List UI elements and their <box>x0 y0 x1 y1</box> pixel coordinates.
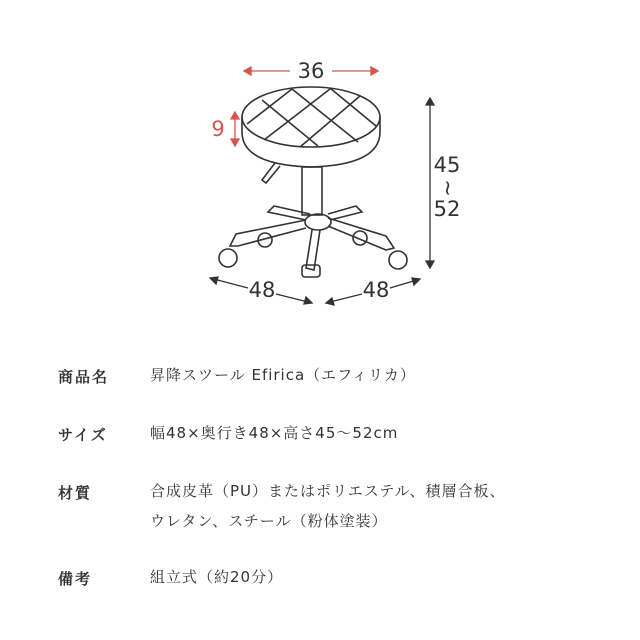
height-tilde: ~ <box>436 179 460 197</box>
gas-lever <box>262 163 280 183</box>
spec-value <box>150 476 505 536</box>
base-leg <box>328 206 362 220</box>
spec-value <box>150 418 398 448</box>
seat-thickness-label: 9 <box>211 117 225 141</box>
base-leg <box>306 230 320 270</box>
spec-value-line: 組立式（約20分） <box>150 568 284 586</box>
height-min-label: 45 <box>433 153 461 177</box>
spec-value <box>150 562 283 592</box>
spec-value <box>150 360 416 390</box>
seat-side <box>242 117 380 167</box>
spec-label: サイズ <box>58 426 108 444</box>
base-left-label: 48 <box>248 278 276 302</box>
spec-value-line: ウレタン、スチール（粉体塗装） <box>150 512 388 530</box>
height-max-label: 52 <box>433 197 461 221</box>
base-right-label: 48 <box>362 278 390 302</box>
base-hub <box>305 214 331 230</box>
width-label: 36 <box>297 59 325 83</box>
spec-label: 商品名 <box>58 368 110 386</box>
gas-cylinder <box>302 167 322 215</box>
seat-quilting <box>247 88 376 147</box>
spec-value-line: 昇降スツール Efirica（エフィリカ） <box>150 366 416 384</box>
spec-label: 材質 <box>58 484 93 502</box>
caster <box>302 265 320 277</box>
spec-label: 備考 <box>58 570 93 588</box>
spec-value-line: 合成皮革（PU）またはポリエステル、積層合板、 <box>150 482 506 500</box>
spec-value-line: 幅48×奥行き48×高さ45〜52cm <box>150 424 399 442</box>
caster <box>219 249 237 267</box>
base-leg <box>268 206 310 220</box>
caster <box>389 251 407 269</box>
